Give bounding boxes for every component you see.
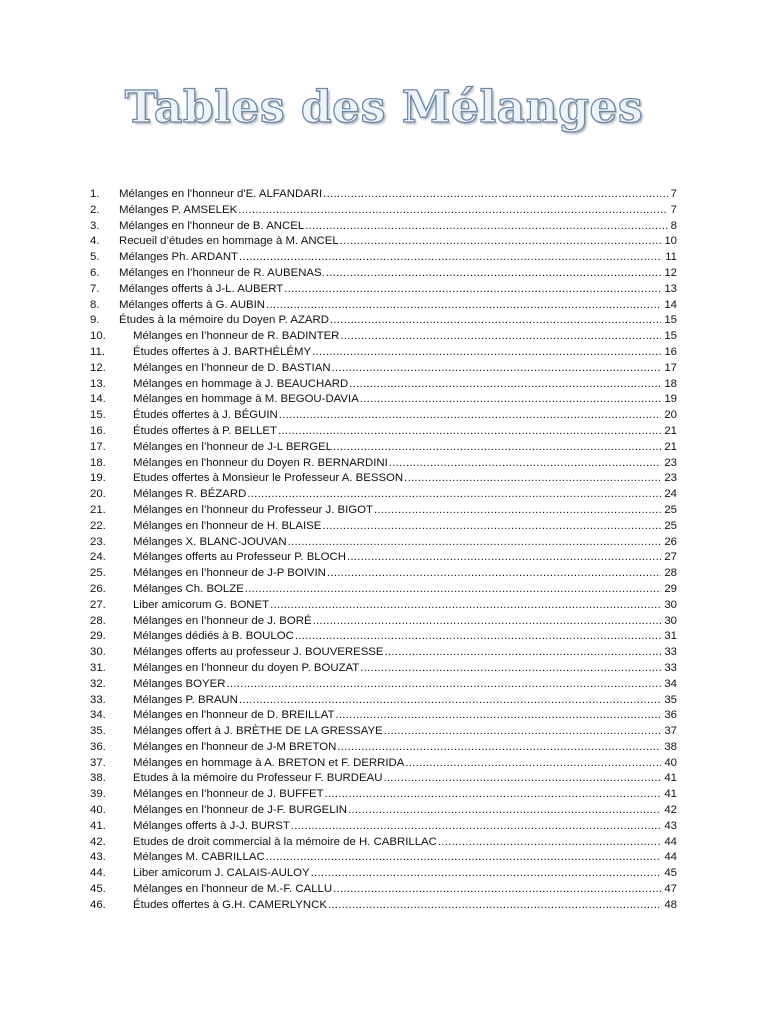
entry-title: Liber amicorum J. CALAIS-AULOY — [133, 867, 310, 880]
entry-number: 39. — [90, 788, 106, 801]
dot-leader — [284, 282, 661, 298]
entry-title: Études offertes à P. BELLET — [133, 424, 277, 437]
toc-entry[interactable] — [90, 898, 677, 914]
entry-page-number: 40 — [664, 756, 677, 769]
dot-leader — [266, 298, 661, 314]
entry-title: Mélanges offerts au Professeur P. BLOCH — [133, 551, 346, 564]
entry-title: Mélanges R. BÉZARD — [133, 488, 247, 501]
entry-page-number: 24 — [664, 488, 677, 501]
entry-page-number: 15 — [664, 314, 677, 327]
dot-leader — [239, 250, 662, 266]
entry-title: Mélanges en l'honneur du Doyen R. BERNARDINI — [133, 456, 388, 469]
entry-number: 16. — [90, 424, 106, 437]
entry-number: 19. — [90, 472, 106, 485]
entry-page-number: 33 — [664, 646, 677, 659]
dot-leader — [239, 693, 661, 709]
entry-page-number: 42 — [664, 804, 677, 817]
entry-page-number: 36 — [664, 709, 677, 722]
entry-page-number: 45 — [664, 867, 677, 880]
dot-leader — [291, 819, 662, 835]
toc-entry[interactable] — [90, 803, 677, 819]
entry-page-number: 43 — [664, 819, 677, 832]
entry-page-number: 30 — [664, 598, 677, 611]
dot-leader — [348, 803, 661, 819]
entry-number: 46. — [90, 898, 106, 911]
entry-title: Mélanges en l’honneur de J. BORÉ — [133, 614, 312, 627]
entry-number: 22. — [90, 519, 106, 532]
entry-page-number: 35 — [664, 693, 677, 706]
entry-number: 3. — [90, 219, 100, 232]
entry-number: 44. — [90, 867, 106, 880]
entry-page-number: 29 — [664, 582, 677, 595]
entry-number: 40. — [90, 804, 106, 817]
entry-number: 13. — [90, 377, 106, 390]
dot-leader — [374, 503, 661, 519]
entry-title: Mélanges offert à J. BRÈTHE DE LA GRESSAYE — [133, 725, 383, 738]
toc-entry[interactable] — [90, 882, 677, 898]
toc-entry[interactable] — [90, 724, 677, 740]
entry-page-number: 41 — [664, 788, 677, 801]
entry-title: Mélanges en hommage à J. BEAUCHARD — [133, 377, 349, 390]
entry-page-number: 7 — [670, 203, 677, 216]
entry-page-number: 14 — [664, 298, 677, 311]
entry-number: 35. — [90, 725, 106, 738]
toc-entry[interactable] — [90, 866, 677, 882]
entry-number: 21. — [90, 503, 106, 516]
entry-page-number: 44 — [664, 851, 677, 864]
dot-leader — [295, 629, 662, 645]
dot-leader — [333, 882, 661, 898]
toc-entry[interactable] — [90, 819, 677, 835]
entry-number: 6. — [90, 266, 100, 279]
dot-leader — [313, 614, 662, 630]
entry-number: 31. — [90, 661, 106, 674]
entry-number: 36. — [90, 740, 106, 753]
entry-number: 41. — [90, 819, 106, 832]
entry-title: Etudes offertes à Monsieur le Professeur A. BESSON — [133, 472, 404, 485]
dot-leader — [305, 219, 667, 235]
entry-page-number: 23 — [664, 472, 677, 485]
entry-title: Liber amicorum G. BONET — [133, 598, 270, 611]
dot-leader — [312, 345, 661, 361]
toc-entry[interactable] — [90, 598, 677, 614]
entry-number: 38. — [90, 772, 106, 785]
toc-entry[interactable] — [90, 629, 677, 645]
entry-number: 34. — [90, 709, 106, 722]
entry-page-number: 37 — [664, 725, 677, 738]
dot-leader — [385, 645, 662, 661]
entry-number: 33. — [90, 693, 106, 706]
toc-entry[interactable] — [90, 661, 677, 677]
entry-page-number: 18 — [664, 377, 677, 390]
entry-page-number: 10 — [664, 235, 677, 248]
entry-title: Mélanges en l’honneur du Professeur J. BIGOT — [133, 503, 373, 516]
toc-entry[interactable] — [90, 708, 677, 724]
dot-leader — [404, 471, 661, 487]
entry-page-number: 23 — [664, 456, 677, 469]
dot-leader — [330, 313, 661, 329]
toc-entry[interactable] — [90, 550, 677, 566]
entry-page-number: 7 — [670, 188, 677, 200]
dot-leader — [360, 392, 662, 408]
dot-leader — [405, 756, 661, 772]
toc-entry[interactable] — [90, 456, 677, 472]
entry-number: 25. — [90, 567, 106, 580]
entry-title: Mélanges M. CABRILLAC — [133, 851, 265, 864]
dot-leader — [347, 550, 661, 566]
dot-leader — [333, 440, 661, 456]
entry-title: Mélanges en l'honneur d'E. ALFANDARI — [119, 188, 323, 200]
page-title: Tables des Mélanges — [124, 82, 644, 133]
toc-entry[interactable] — [90, 787, 677, 803]
entry-number: 17. — [90, 440, 106, 453]
entry-number: 1. — [90, 188, 100, 200]
entry-title: Études à la mémoire du Doyen P. AZARD — [119, 314, 329, 327]
entry-number: 45. — [90, 883, 106, 896]
dot-leader — [328, 898, 661, 914]
entry-title: Mélanges offerts à J-L. AUBERT — [119, 282, 284, 295]
toc-entry[interactable] — [90, 645, 677, 661]
toc-entry[interactable] — [90, 740, 677, 756]
entry-title: Mélanges en l’honneur de J-L BERGEL — [133, 440, 333, 453]
entry-title: Mélanges en hommage à A. BRETON et F. DERRIDA — [133, 756, 405, 769]
entry-page-number: 15 — [664, 330, 677, 343]
dot-leader — [238, 203, 667, 219]
entry-title: Mélanges Ph. ARDANT — [119, 251, 239, 264]
entry-number: 30. — [90, 646, 106, 659]
entry-title: Etudes à la mémoire du Professeur F. BURDEAU — [133, 772, 383, 785]
entry-number: 9. — [90, 314, 100, 327]
toc-entry[interactable] — [90, 345, 677, 361]
entry-title: Mélanges en l'honneur de D. BREILLAT — [133, 709, 335, 722]
dot-leader — [323, 187, 667, 203]
dot-leader — [270, 598, 661, 614]
toc-entry[interactable] — [90, 361, 677, 377]
entry-number: 37. — [90, 756, 106, 769]
entry-page-number: 28 — [664, 567, 677, 580]
entry-title: Mélanges en l'honneur de M.-F. CALLU — [133, 883, 333, 896]
entry-page-number: 31 — [664, 630, 677, 643]
entry-title: Études offertes à J. BARTHÉLÉMY — [133, 345, 312, 358]
entry-number: 28. — [90, 614, 106, 627]
entry-page-number: 11 — [665, 251, 677, 264]
toc-entry[interactable] — [90, 850, 677, 866]
entry-title: Mélanges P. AMSELEK — [119, 203, 238, 216]
toc-entry[interactable] — [90, 535, 677, 551]
entry-title: Mélanges en l'honneur de J-M BRETON — [133, 740, 337, 753]
entry-number: 4. — [90, 235, 100, 248]
entry-number: 27. — [90, 598, 106, 611]
entry-number: 12. — [90, 361, 106, 374]
entry-number: 26. — [90, 582, 106, 595]
toc-entry[interactable] — [90, 313, 677, 329]
entry-title: Etudes de droit commercial à la mémoire de H. CABRILLAC — [133, 835, 437, 848]
toc-entry[interactable] — [90, 582, 677, 598]
entry-number: 11. — [90, 345, 105, 358]
dot-leader — [245, 582, 662, 598]
entry-title: Mélanges en l’honneur de D. BASTIAN — [133, 361, 331, 374]
entry-number: 43. — [90, 851, 106, 864]
entry-number: 29. — [90, 630, 106, 643]
toc-entry[interactable] — [90, 503, 677, 519]
toc-entry[interactable] — [90, 219, 677, 235]
toc-entry[interactable] — [90, 677, 677, 693]
entry-page-number: 17 — [664, 361, 677, 374]
dot-leader — [360, 661, 661, 677]
dot-leader — [337, 740, 661, 756]
entry-page-number: 25 — [664, 519, 677, 532]
toc-entry[interactable] — [90, 566, 677, 582]
entry-title: Recueil d’études en hommage à M. ANCEL — [119, 235, 339, 248]
toc-entry[interactable] — [90, 408, 677, 424]
dot-leader — [288, 535, 662, 551]
entry-number: 15. — [90, 409, 106, 422]
entry-page-number: 26 — [664, 535, 677, 548]
toc-entry[interactable] — [90, 440, 677, 456]
entry-page-number: 41 — [664, 772, 677, 785]
dot-leader — [438, 835, 661, 851]
dot-leader — [332, 361, 662, 377]
entry-title: Mélanges en l’honneur de R. AUBENAS. — [119, 266, 325, 279]
dot-leader — [340, 329, 661, 345]
entry-number: 24. — [90, 551, 106, 564]
entry-title: Mélanges offerts à J-J. BURST — [133, 819, 290, 832]
toc-entry[interactable] — [90, 835, 677, 851]
dot-leader — [322, 519, 661, 535]
entry-number: 14. — [90, 393, 106, 406]
entry-title: Mélanges BOYER — [133, 677, 226, 690]
entry-title: Mélanges en l’honneur de J. BUFFET — [133, 788, 324, 801]
entry-title: Mélanges en l'honneur de H. BLAISE — [133, 519, 322, 532]
entry-number: 7. — [90, 282, 100, 295]
toc-entry[interactable] — [90, 487, 677, 503]
entry-title: Mélanges offerts au professeur J. BOUVERESSE — [133, 646, 384, 659]
entry-number: 5. — [90, 251, 100, 264]
entry-page-number: 20 — [664, 409, 677, 422]
entry-title: Mélanges en l’honneur de J-F. BURGELIN — [133, 804, 347, 817]
entry-page-number: 48 — [664, 898, 677, 911]
entry-title: Mélanges en l’honneur de J-P BOIVIN — [133, 567, 326, 580]
entry-number: 8. — [90, 298, 100, 311]
toc-entry[interactable] — [90, 424, 677, 440]
dot-leader — [389, 456, 662, 472]
toc-entry[interactable] — [90, 234, 677, 250]
entry-page-number: 47 — [664, 883, 677, 896]
dot-leader — [279, 408, 662, 424]
entry-page-number: 25 — [664, 503, 677, 516]
toc-entry[interactable] — [90, 266, 677, 282]
dot-leader — [327, 566, 661, 582]
entry-page-number: 38 — [664, 740, 677, 753]
entry-title: Mélanges en l’honneur de R. BADINTER — [133, 330, 340, 343]
entry-page-number: 16 — [664, 345, 677, 358]
dot-leader — [340, 234, 662, 250]
entry-page-number: 44 — [664, 835, 677, 848]
toc-entry[interactable] — [90, 756, 677, 772]
dot-leader — [384, 724, 662, 740]
entry-title: Études offertes à J. BÉGUIN — [133, 409, 278, 422]
dot-leader — [266, 850, 662, 866]
entry-title: Mélanges en l'honneur de B. ANCEL — [119, 219, 305, 232]
entry-title: Mélanges en l’honneur du doyen P. BOUZAT — [133, 661, 360, 674]
entry-number: 23. — [90, 535, 106, 548]
entry-page-number: 21 — [664, 440, 677, 453]
dot-leader — [311, 866, 662, 882]
entry-number: 10. — [90, 330, 106, 343]
entry-number: 18. — [90, 456, 106, 469]
entry-page-number: 21 — [664, 424, 677, 437]
entry-title: Études offertes à G.H. CAMERLYNCK — [133, 898, 327, 911]
entry-page-number: 13 — [664, 282, 677, 295]
entry-title: Mélanges dédiés à B. BOULOC — [133, 630, 294, 643]
entry-title: Mélanges Ch. BOLZE — [133, 582, 244, 595]
entry-page-number: 27 — [664, 551, 677, 564]
entry-number: 42. — [90, 835, 106, 848]
entry-page-number: 12 — [664, 266, 677, 279]
entry-title: Mélanges en hommage à M. BEGOU-DAVIA — [133, 393, 359, 406]
toc-entry[interactable] — [90, 771, 677, 787]
dot-leader — [335, 708, 661, 724]
entry-page-number: 33 — [664, 661, 677, 674]
toc-entry[interactable] — [90, 614, 677, 630]
toc-entry[interactable] — [90, 187, 677, 203]
entry-page-number: 30 — [664, 614, 677, 627]
toc-entry[interactable] — [90, 392, 677, 408]
entry-page-number: 19 — [664, 393, 677, 406]
dot-leader — [349, 377, 661, 393]
dot-leader — [383, 771, 661, 787]
entry-title: Mélanges offerts à G. AUBIN — [119, 298, 266, 311]
toc-entry[interactable] — [90, 693, 677, 709]
dot-leader — [226, 677, 661, 693]
dot-leader — [326, 266, 662, 282]
entry-number: 32. — [90, 677, 106, 690]
toc-entry[interactable] — [90, 329, 677, 345]
toc-entry[interactable] — [90, 471, 677, 487]
entry-number: 2. — [90, 203, 100, 216]
toc-entry[interactable] — [90, 298, 677, 314]
dot-leader — [247, 487, 661, 503]
entry-title: Mélanges P. BRAUN — [133, 693, 238, 706]
dot-leader — [325, 787, 662, 803]
toc-entry[interactable] — [90, 250, 677, 266]
table-of-contents — [90, 187, 677, 914]
entry-page-number: 34 — [664, 677, 677, 690]
entry-title: Mélanges X. BLANC-JOUVAN — [133, 535, 287, 548]
toc-entry[interactable] — [90, 377, 677, 393]
entry-number: 20. — [90, 488, 106, 501]
toc-entry[interactable] — [90, 203, 677, 219]
entry-page-number: 8 — [670, 219, 677, 232]
toc-entry[interactable] — [90, 519, 677, 535]
dot-leader — [278, 424, 661, 440]
toc-entry[interactable] — [90, 282, 677, 298]
